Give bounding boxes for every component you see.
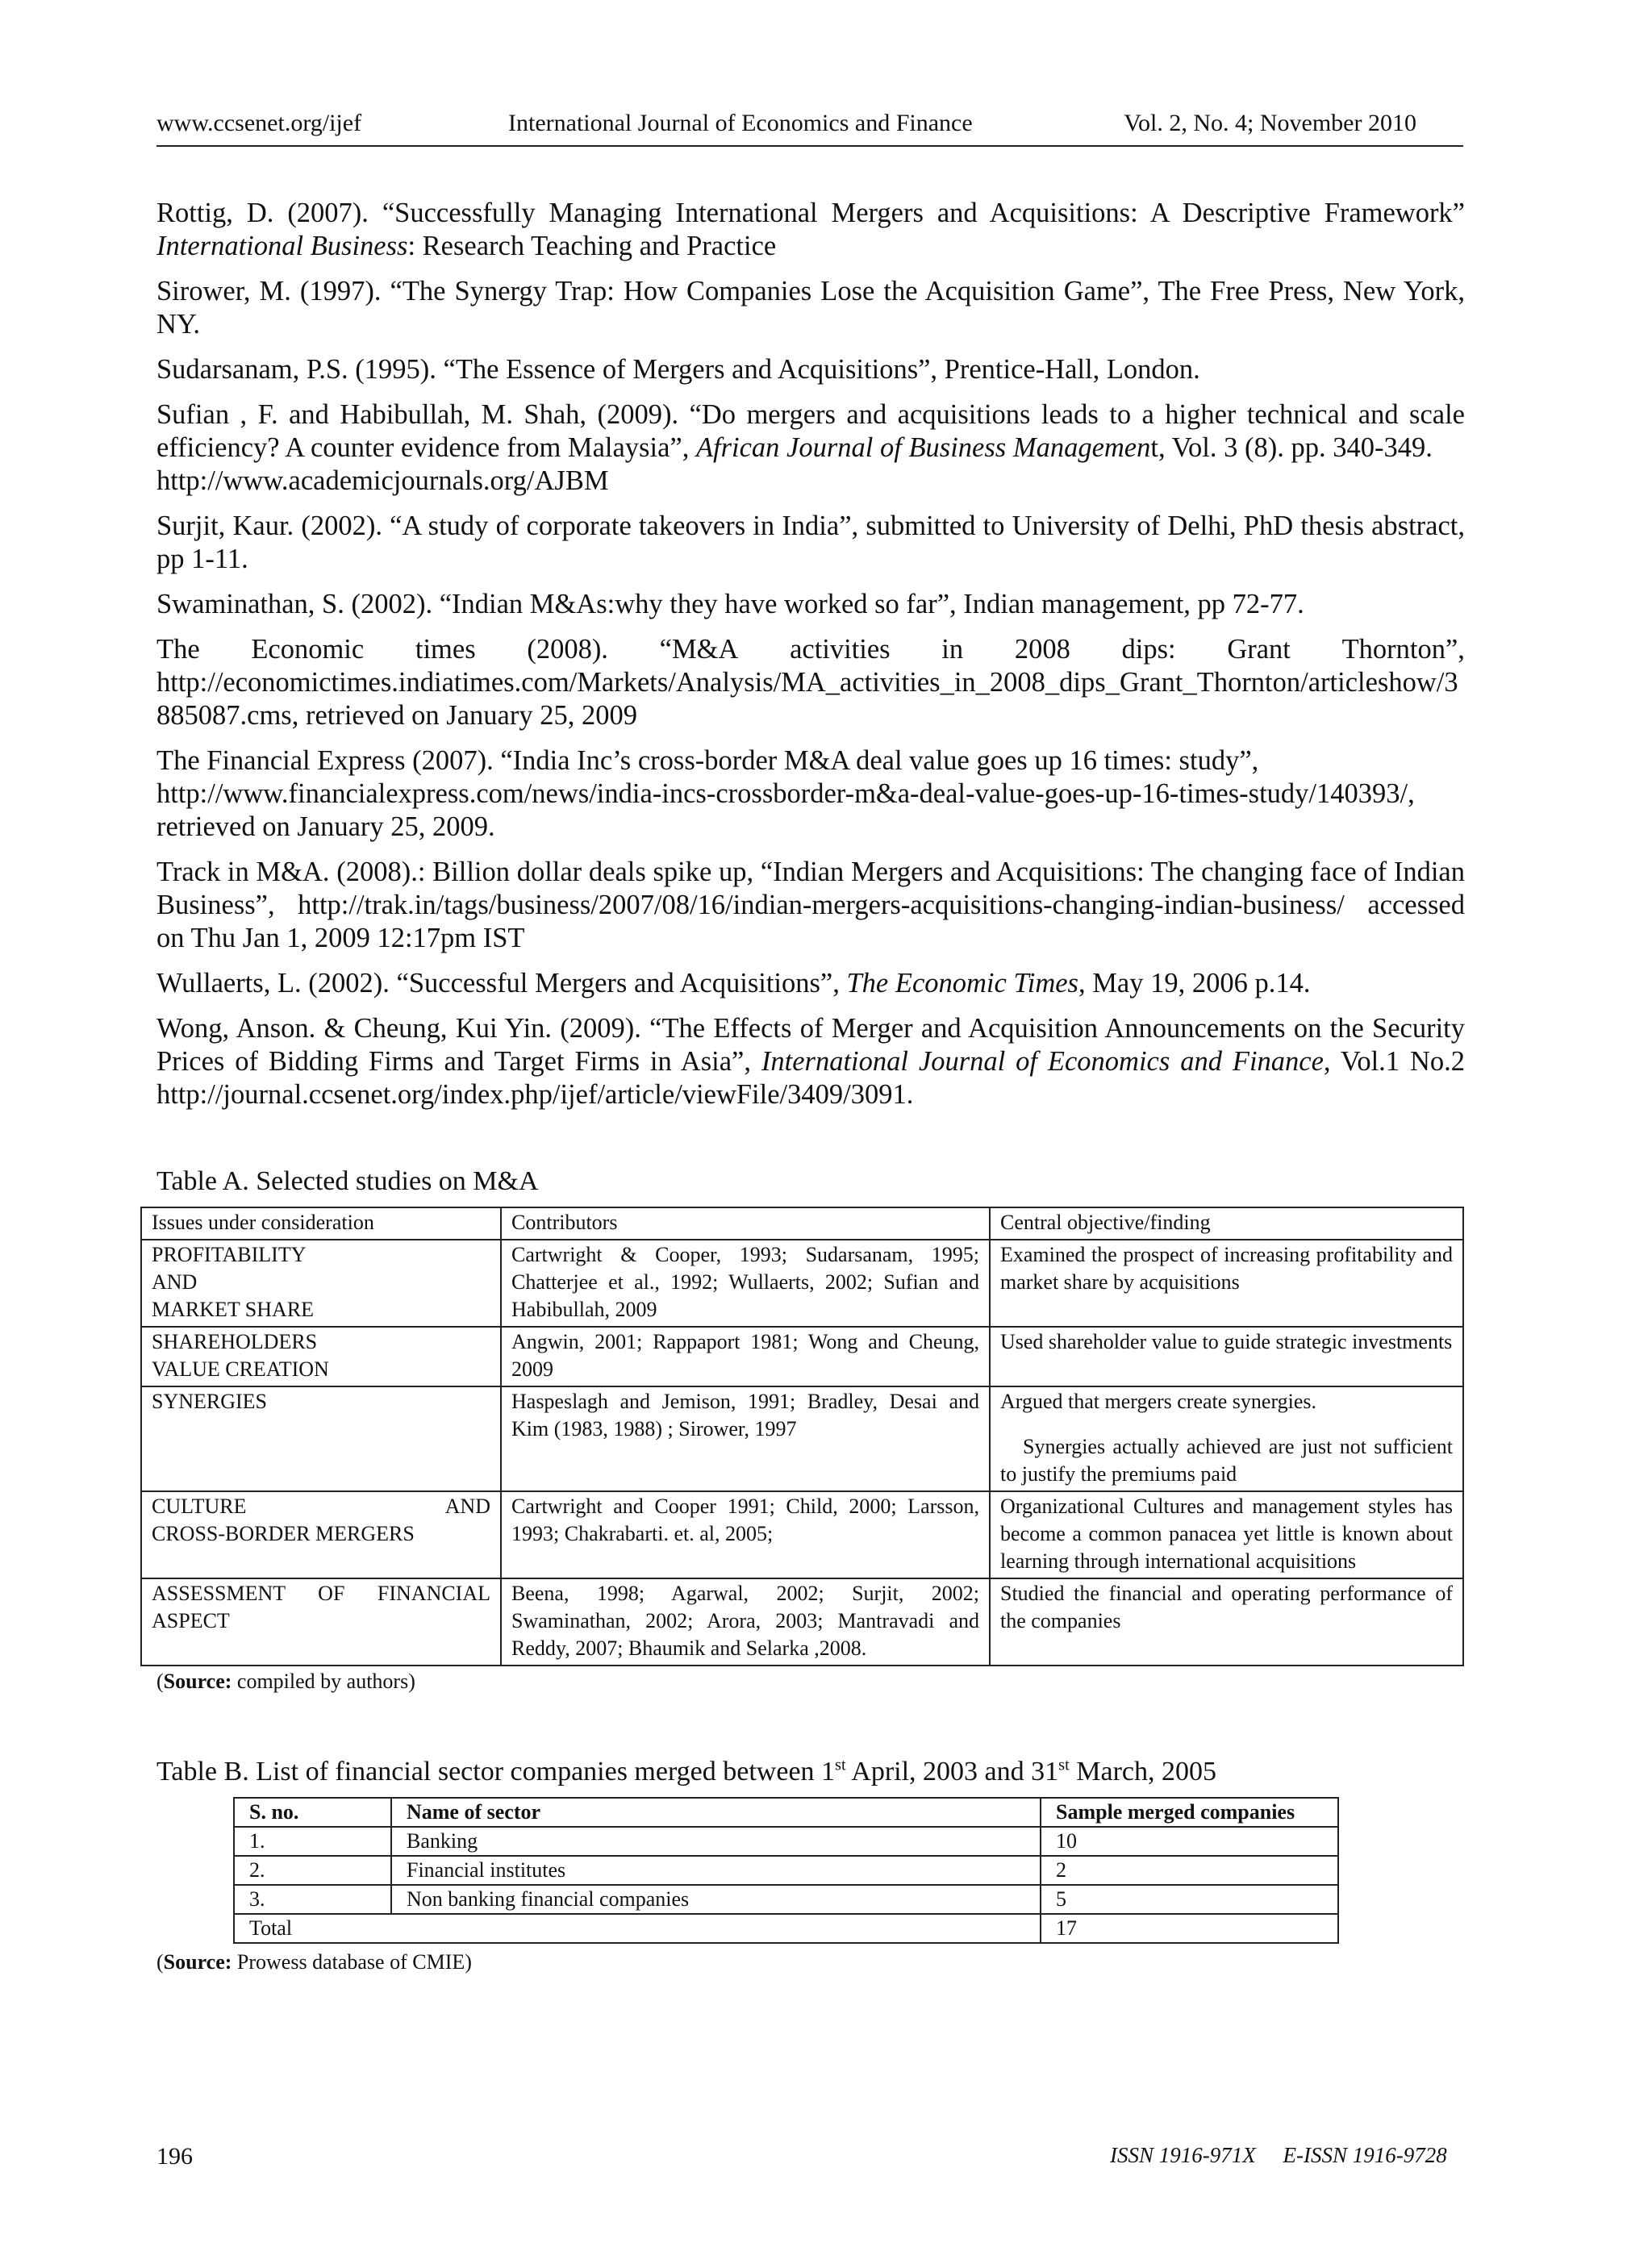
- reference-financial-express: [156, 744, 1465, 844]
- table-cell: Organizational Cultures and management styles has become a common panacea yet little is known about learning through international acquisitions: [990, 1491, 1463, 1578]
- table-cell: 3.: [234, 1885, 391, 1914]
- reference-text: Rottig, D. (2007). “Successfully Managing International Mergers and Acquisitions: A Descriptive Framework”: [156, 198, 1465, 228]
- table-row: [141, 1578, 1463, 1666]
- reference-swaminathan: Swaminathan, S. (2002). “Indian M&As:why they have worked so far”, Indian management, pp 72-77.: [156, 589, 1304, 619]
- table-a-source: (Source: compiled by authors): [156, 1670, 415, 1693]
- header-url: www.ccsenet.org/ijef: [156, 110, 362, 136]
- source-text: compiled by authors): [232, 1670, 415, 1693]
- reference-text: Wong, Anson. & Cheung, Kui Yin. (2009). “The Effects of Merger and Acquisition Announcements on the Security Prices of Bidding Firms and Target Firms in Asia”,: [156, 1013, 1465, 1077]
- cell-line: AND: [152, 1270, 198, 1294]
- table-cell: ASSESSMENT OF FINANCIAL ASPECT: [141, 1578, 501, 1666]
- reference-url: http://www.financialexpress.com/news/india-incs-crossborder-m&a-deal-value-goes-up-16-times-study/140393/,: [156, 778, 1415, 809]
- reference-word: (2008).: [527, 634, 608, 665]
- table-row: [141, 1491, 1463, 1578]
- reference-text: , May 19, 2006 p.14.: [1078, 968, 1311, 999]
- reference-text: t, Vol. 3 (8). pp. 340-349.: [1150, 432, 1433, 463]
- header-volume: Vol. 2, No. 4; November 2010: [1124, 110, 1416, 136]
- table-row: [234, 1885, 1338, 1914]
- cell-word: AND: [444, 1495, 490, 1518]
- table-a-caption: Table A. Selected studies on M&A: [156, 1166, 539, 1196]
- reference-italic: The Economic Times: [846, 968, 1078, 999]
- table-row: [234, 1856, 1338, 1885]
- source-label: Source:: [163, 1670, 232, 1693]
- reference-url: http://www.academicjournals.org/AJBM: [156, 465, 609, 496]
- cell-line: MARKET SHARE: [152, 1298, 315, 1321]
- table-cell: Examined the prospect of increasing profitability and market share by acquisitions: [990, 1240, 1463, 1327]
- running-header: [156, 110, 1463, 147]
- caption-text: April, 2003 and 31: [845, 1757, 1059, 1786]
- caption-sup: st: [1058, 1756, 1070, 1774]
- reference-list: [156, 197, 1465, 1124]
- cell-line: Argued that mergers create synergies.: [1000, 1390, 1317, 1413]
- footer-issn: ISSN 1916-971X E-ISSN 1916-9728: [1110, 2143, 1447, 2167]
- reference-text: Wullaerts, L. (2002). “Successful Mergers and Acquisitions”,: [156, 968, 840, 999]
- table-cell: Cartwright & Cooper, 1993; Sudarsanam, 1995; Chatterjee et al., 1992; Wullaerts, 2002; Sufian and Habibullah, 2009: [501, 1240, 990, 1327]
- table-cell: Total: [234, 1914, 1041, 1943]
- table-a: [140, 1207, 1464, 1666]
- source-text: Prowess database of CMIE): [232, 1950, 472, 1974]
- reference-text: , Vol.1 No.2 http://journal.ccsenet.org/index.php/ijef/article/viewFile/3409/3091.: [156, 1046, 1465, 1110]
- table-b: [233, 1797, 1339, 1944]
- reference-wong: [156, 1012, 1465, 1111]
- table-cell: Banking: [391, 1827, 1041, 1856]
- reference-word: 2008: [1014, 634, 1070, 665]
- table-cell: Studied the financial and operating performance of the companies: [990, 1578, 1463, 1666]
- reference-track-in: Track in M&A. (2008).: Billion dollar deals spike up, “Indian Mergers and Acquisitions: The changing face of Indian Business”, http://trak.in/tags/business/2007/08/16/indian-mergers-acquisitions-changing-indian-business/ accessed on Thu Jan 1, 2009 12:17pm IST: [156, 857, 1465, 953]
- table-cell: Beena, 1998; Agarwal, 2002; Surjit, 2002; Swaminathan, 2002; Arora, 2003; Mantravadi and Reddy, 2007; Bhaumik and Selarka ,2008.: [501, 1578, 990, 1666]
- caption-sup: st: [835, 1756, 846, 1774]
- reference-word: activities: [790, 634, 891, 665]
- page-number: 196: [156, 2143, 193, 2170]
- table-header-cell: Sample merged companies: [1041, 1798, 1338, 1827]
- table-header-cell: S. no.: [234, 1798, 391, 1827]
- reference-text: Sufian , F. and Habibullah, M. Shah, (2009). “Do mergers and acquisitions leads to a higher technical and scale efficiency? A counter evidence from Malaysia”,: [156, 399, 1465, 463]
- cell-line: CROSS-BORDER MERGERS: [152, 1522, 415, 1545]
- table-row: [141, 1240, 1463, 1327]
- table-header-row: [141, 1207, 1463, 1240]
- table-cell: Financial institutes: [391, 1856, 1041, 1885]
- table-cell: Cartwright and Cooper 1991; Child, 2000; Larsson, 1993; Chakrabarti. et. al, 2005;: [501, 1491, 990, 1578]
- reference-sudarsanam: Sudarsanam, P.S. (1995). “The Essence of Mergers and Acquisitions”, Prentice-Hall, London.: [156, 354, 1200, 385]
- reference-word: “M&A: [659, 634, 739, 665]
- cell-gap: [1000, 1415, 1453, 1433]
- header-journal-title: International Journal of Economics and Finance: [508, 110, 973, 136]
- table-cell: [141, 1240, 501, 1327]
- table-cell: 1.: [234, 1827, 391, 1856]
- table-row: [234, 1827, 1338, 1856]
- table-cell: [141, 1491, 501, 1578]
- table-b-source: (Source: Prowess database of CMIE): [156, 1950, 472, 1974]
- table-header-row: [234, 1798, 1338, 1827]
- source-label: Source:: [163, 1950, 232, 1974]
- cell-line: PROFITABILITY: [152, 1243, 307, 1266]
- reference-text: The Financial Express (2007). “India Inc’s cross-border M&A deal value goes up 16 times: study”,: [156, 745, 1259, 776]
- reference-italic: African Journal of Business Managemen: [695, 432, 1151, 463]
- table-cell: Haspeslagh and Jemison, 1991; Bradley, Desai and Kim (1983, 1988) ; Sirower, 1997: [501, 1386, 990, 1491]
- reference-word: times: [415, 634, 476, 665]
- reference-sufian: [156, 398, 1465, 498]
- table-cell: 2.: [234, 1856, 391, 1885]
- table-cell: [141, 1327, 501, 1386]
- table-header-cell: Issues under consideration: [141, 1207, 501, 1240]
- table-header-cell: Name of sector: [391, 1798, 1041, 1827]
- table-cell: Angwin, 2001; Rappaport 1981; Wong and Cheung, 2009: [501, 1327, 990, 1386]
- table-header-cell: Central objective/finding: [990, 1207, 1463, 1240]
- table-cell: 10: [1041, 1827, 1338, 1856]
- reference-word: Grant: [1227, 634, 1291, 665]
- reference-word: The: [156, 634, 200, 665]
- cell-word: CULTURE: [152, 1495, 247, 1518]
- reference-italic: International Business: [156, 231, 408, 261]
- reference-italic: International Journal of Economics and Finance: [761, 1046, 1324, 1077]
- table-cell: Used shareholder value to guide strategic investments: [990, 1327, 1463, 1386]
- table-total-row: [234, 1914, 1338, 1943]
- reference-word: dips:: [1121, 634, 1176, 665]
- table-cell: Non banking financial companies: [391, 1885, 1041, 1914]
- table-row: [141, 1386, 1463, 1491]
- table-cell: 2: [1041, 1856, 1338, 1885]
- reference-text: retrieved on January 25, 2009.: [156, 811, 495, 842]
- table-cell: 17: [1041, 1914, 1338, 1943]
- table-header-cell: Contributors: [501, 1207, 990, 1240]
- reference-word: Economic: [251, 634, 365, 665]
- table-b-caption: [156, 1757, 1216, 1787]
- reference-word: in: [941, 634, 964, 665]
- cell-line: SHAREHOLDERS: [152, 1330, 318, 1353]
- cell-line: Synergies actually achieved are just not sufficient to justify the premiums paid: [1000, 1435, 1453, 1486]
- reference-economic-times: [156, 633, 1465, 732]
- table-row: [141, 1327, 1463, 1386]
- table-cell: 5: [1041, 1885, 1338, 1914]
- cell-line: VALUE CREATION: [152, 1357, 329, 1381]
- caption-text: Table B. List of financial sector companies merged between 1: [156, 1757, 836, 1786]
- reference-surjit: Surjit, Kaur. (2002). “A study of corporate takeovers in India”, submitted to University of Delhi, PhD thesis abstract, pp 1-11.: [156, 511, 1465, 574]
- reference-url: http://economictimes.indiatimes.com/Markets/Analysis/MA_activities_in_2008_dips_Grant_Thornton/articleshow/3885087.cms, retrieved on January 25, 2009: [156, 667, 1458, 731]
- reference-sirower: Sirower, M. (1997). “The Synergy Trap: How Companies Lose the Acquisition Game”, The Free Press, New York, NY.: [156, 276, 1465, 340]
- caption-text: March, 2005: [1069, 1757, 1216, 1786]
- table-cell: SYNERGIES: [141, 1386, 501, 1491]
- table-cell: [990, 1386, 1463, 1491]
- reference-wullaerts: [156, 967, 1465, 1000]
- reference-title-line: [156, 633, 1465, 666]
- reference-rottig: [156, 197, 1465, 263]
- reference-text: : Research Teaching and Practice: [407, 231, 777, 261]
- cell-line: [152, 1493, 490, 1520]
- reference-word: Thornton”,: [1341, 634, 1465, 665]
